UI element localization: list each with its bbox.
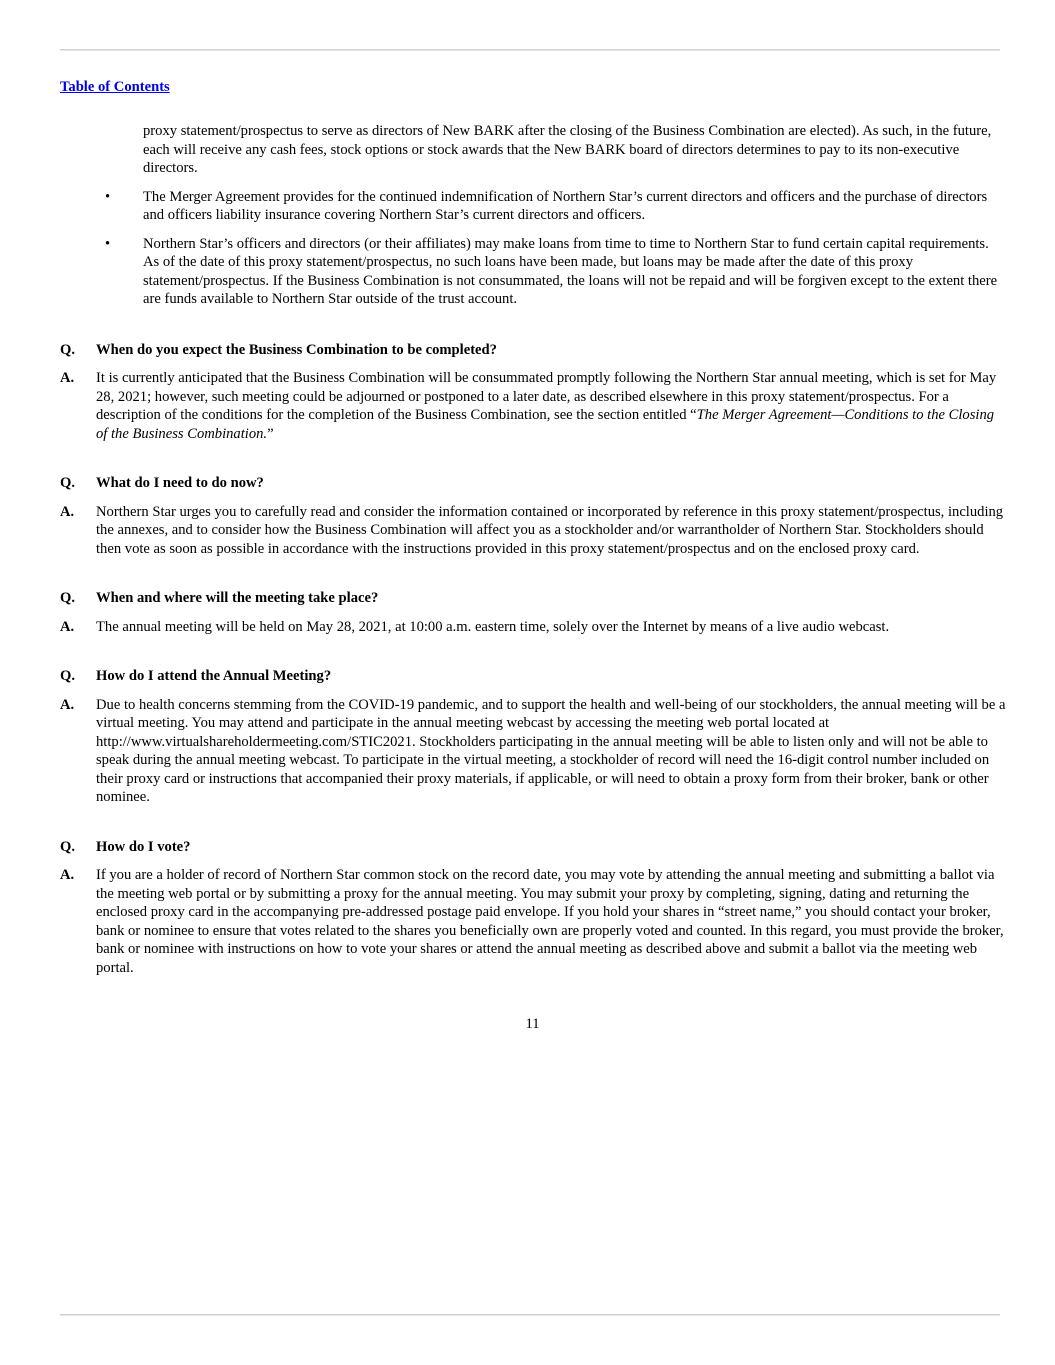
question-text: When and where will the meeting take place? [96,590,379,606]
question-label: Q. [60,838,75,855]
table-of-contents-link[interactable]: Table of Contents [60,79,170,95]
answer-row [60,369,1006,443]
answer-row [60,696,1006,807]
continuation-paragraph: proxy statement/prospectus to serve as directors of New BARK after the closing of the Business Combination are elected). As such, in the future, each will receive any cash fees, stock options or stock awards that the New BARK board of directors determines to pay to its non-executive directors. [143,123,992,176]
bullet-item [60,235,1006,309]
bullet-mark: • [105,188,111,205]
answer-text-part: It is currently anticipated that the Business Combination will be consummated promptly following the Northern Star annual meeting, which is set for May 28, 2021; however, such meeting could be adjourned or postponed to a later date, as described elsewhere in this proxy statement/prospectus. For a description of the conditions for the completion of the Business Combination, see the section entitled “ [96,370,997,423]
question-label: Q. [60,668,75,684]
answer-text-part: ” [267,425,274,442]
section-reference: The Merger Agreement—Conditions to the Closing of the Business Combination. [96,407,995,442]
bullet-item [60,188,1006,225]
question-text: How do I vote? [96,838,191,855]
question-row [60,589,1006,608]
answer-text [96,369,1006,443]
question-text: How do I attend the Annual Meeting? [96,668,332,684]
page-number: 11 [525,1016,540,1032]
question-row [60,667,1006,686]
bottom-divider [60,1314,1000,1316]
answer-label: A. [60,618,75,635]
answer-row [60,618,1006,637]
answer-text: Due to health concerns stemming from the COVID-19 pandemic, and to support the health and well-being of our stockholders, the annual meeting will be a virtual meeting. You may attend and participate in the annual meeting webcast by accessing the meeting web portal located at http://www.virtualshareholdermeeting.com/STIC2021. Stockholders participating in the annual meeting will be able to listen only and will not be able to speak during the annual meeting webcast. To participate in the virtual meeting, a stockholder of record will need the 16-digit control number included on their proxy card or instructions that accompanied their proxy materials, if applicable, or will need to obtain a proxy form from their broker, bank or other nominee. [96,696,1006,805]
bullet-mark: • [105,235,111,252]
answer-text: If you are a holder of record of Northern Star common stock on the record date, you may vote by attending the annual meeting and submitting a ballot via the meeting web portal or by submitting a proxy for the annual meeting. You may submit your proxy by completing, signing, dating and returning the enclosed proxy card in the accompanying pre-addressed postage paid envelope. If you hold your shares in “street name,” you should contact your broker, bank or nominee to ensure that votes related to the shares you beneficially own are properly voted and counted. In this regard, you must provide the broker, bank or nominee with instructions on how to vote your shares or attend the annual meeting as described above and submit a ballot via the meeting web portal. [96,867,1004,976]
answer-row [60,503,1006,559]
question-label: Q. [60,341,75,358]
document-body [60,122,1006,977]
answer-text: Northern Star urges you to carefully read and consider the information contained or incorporated by reference in this proxy statement/prospectus, including the annexes, and to consider how the Business Combination will affect you as a stockholder and/or warrantholder of Northern Star. Stockholders should then vote as soon as possible in accordance with the instructions provided in this proxy statement/prospectus and on the enclosed proxy card. [96,503,1004,557]
question-text: When do you expect the Business Combination to be completed? [96,341,497,358]
question-label: Q. [60,590,75,606]
answer-label: A. [60,867,75,883]
bullet-text: Northern Star’s officers and directors (or their affiliates) may make loans from time to time to Northern Star to fund certain capital requirements. As of the date of this proxy statement/prospectus, no such loans have been made, but loans may be made after the date of this proxy statement/prospectus. If the Business Combination is not consummated, the loans will not be repaid and will be forgiven except to the extent there are funds available to Northern Star outside of the trust account. [143,235,998,307]
question-row [60,474,1006,493]
answer-label: A. [60,696,75,713]
question-label: Q. [60,475,75,491]
bullet-text: The Merger Agreement provides for the continued indemnification of Northern Star’s current directors and officers and the purchase of directors and officers liability insurance covering Northern Star’s current directors and officers. [143,188,988,223]
answer-text: The annual meeting will be held on May 28, 2021, at 10:00 a.m. eastern time, solely over the Internet by means of a live audio webcast. [96,618,890,635]
answer-label: A. [60,503,75,520]
question-row [60,838,1006,857]
question-text: What do I need to do now? [96,475,264,491]
top-divider [60,49,1000,51]
answer-label: A. [60,370,75,386]
answer-row [60,866,1006,977]
question-row [60,341,1006,360]
